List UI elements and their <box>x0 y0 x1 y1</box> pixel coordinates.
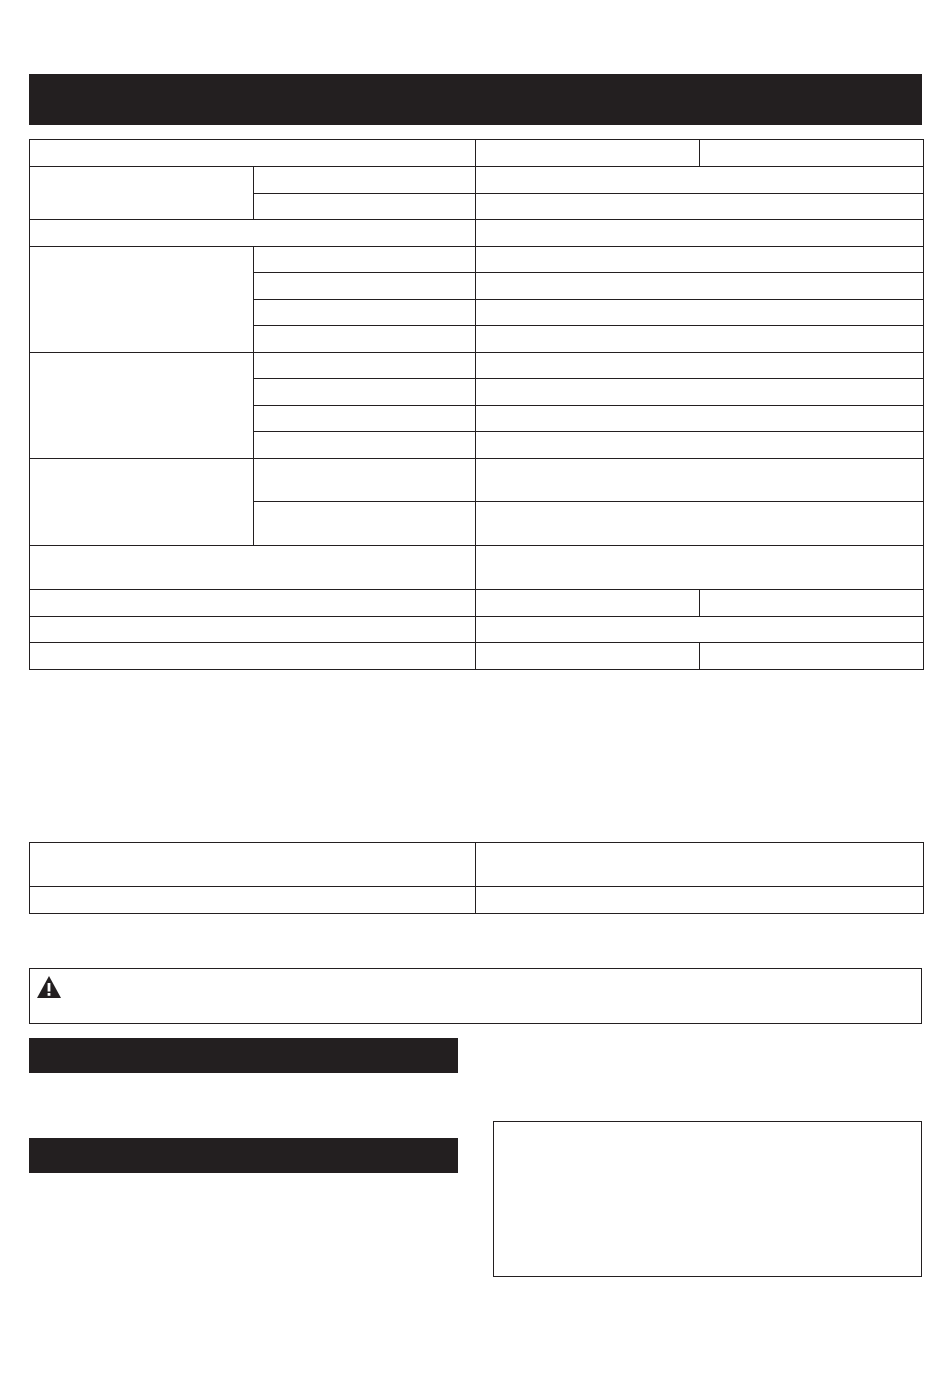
secondary-table <box>29 842 924 914</box>
spec-value <box>700 140 924 167</box>
spec-sublabel <box>254 167 476 194</box>
spec-value <box>476 590 700 617</box>
spec-value <box>476 643 700 670</box>
spec-label <box>30 643 476 670</box>
spec-value <box>700 590 924 617</box>
spec-group-label <box>30 247 254 353</box>
secondary-value <box>476 887 924 914</box>
spec-sublabel <box>254 379 476 406</box>
spec-label <box>30 220 476 247</box>
secondary-label <box>30 887 476 914</box>
specifications-table <box>29 139 924 670</box>
spec-row <box>30 643 924 670</box>
spec-value <box>476 459 924 502</box>
spec-row <box>30 353 924 379</box>
secondary-row <box>30 843 924 887</box>
spec-value <box>476 273 924 300</box>
spec-value <box>476 140 700 167</box>
spec-sublabel <box>254 326 476 353</box>
section-heading-bar <box>29 1138 458 1173</box>
spec-value <box>476 379 924 406</box>
spec-sublabel <box>254 406 476 432</box>
spec-value <box>476 353 924 379</box>
secondary-label <box>30 843 476 887</box>
spec-group-label <box>30 459 254 546</box>
spec-value <box>476 326 924 353</box>
spec-row <box>30 617 924 643</box>
spec-value <box>476 194 924 220</box>
secondary-value <box>476 843 924 887</box>
spec-value <box>476 617 924 643</box>
spec-value <box>476 502 924 546</box>
spec-row <box>30 220 924 247</box>
secondary-row <box>30 887 924 914</box>
spec-row <box>30 247 924 273</box>
spec-row <box>30 167 924 194</box>
spec-sublabel <box>254 459 476 502</box>
spec-row <box>30 590 924 617</box>
section-heading-bar <box>29 1038 458 1073</box>
warning-triangle-icon <box>36 975 62 999</box>
spec-group-label <box>30 353 254 459</box>
spec-value <box>476 247 924 273</box>
spec-sublabel <box>254 273 476 300</box>
note-box <box>493 1121 922 1277</box>
spec-label <box>30 140 476 167</box>
spec-value <box>476 546 924 590</box>
spec-sublabel <box>254 353 476 379</box>
spec-label <box>30 590 476 617</box>
spec-row <box>30 140 924 167</box>
spec-group-label <box>30 167 254 220</box>
page-header-bar <box>29 74 922 125</box>
spec-sublabel <box>254 502 476 546</box>
spec-label <box>30 546 476 590</box>
spec-sublabel <box>254 194 476 220</box>
spec-value <box>476 220 924 247</box>
spec-value <box>476 432 924 459</box>
spec-label <box>30 617 476 643</box>
spec-row <box>30 459 924 502</box>
warning-box <box>29 968 922 1024</box>
spec-value <box>476 300 924 326</box>
spec-value <box>476 167 924 194</box>
spec-sublabel <box>254 432 476 459</box>
spec-row <box>30 546 924 590</box>
spec-sublabel <box>254 300 476 326</box>
spec-value <box>476 406 924 432</box>
spec-value <box>700 643 924 670</box>
spec-sublabel <box>254 247 476 273</box>
